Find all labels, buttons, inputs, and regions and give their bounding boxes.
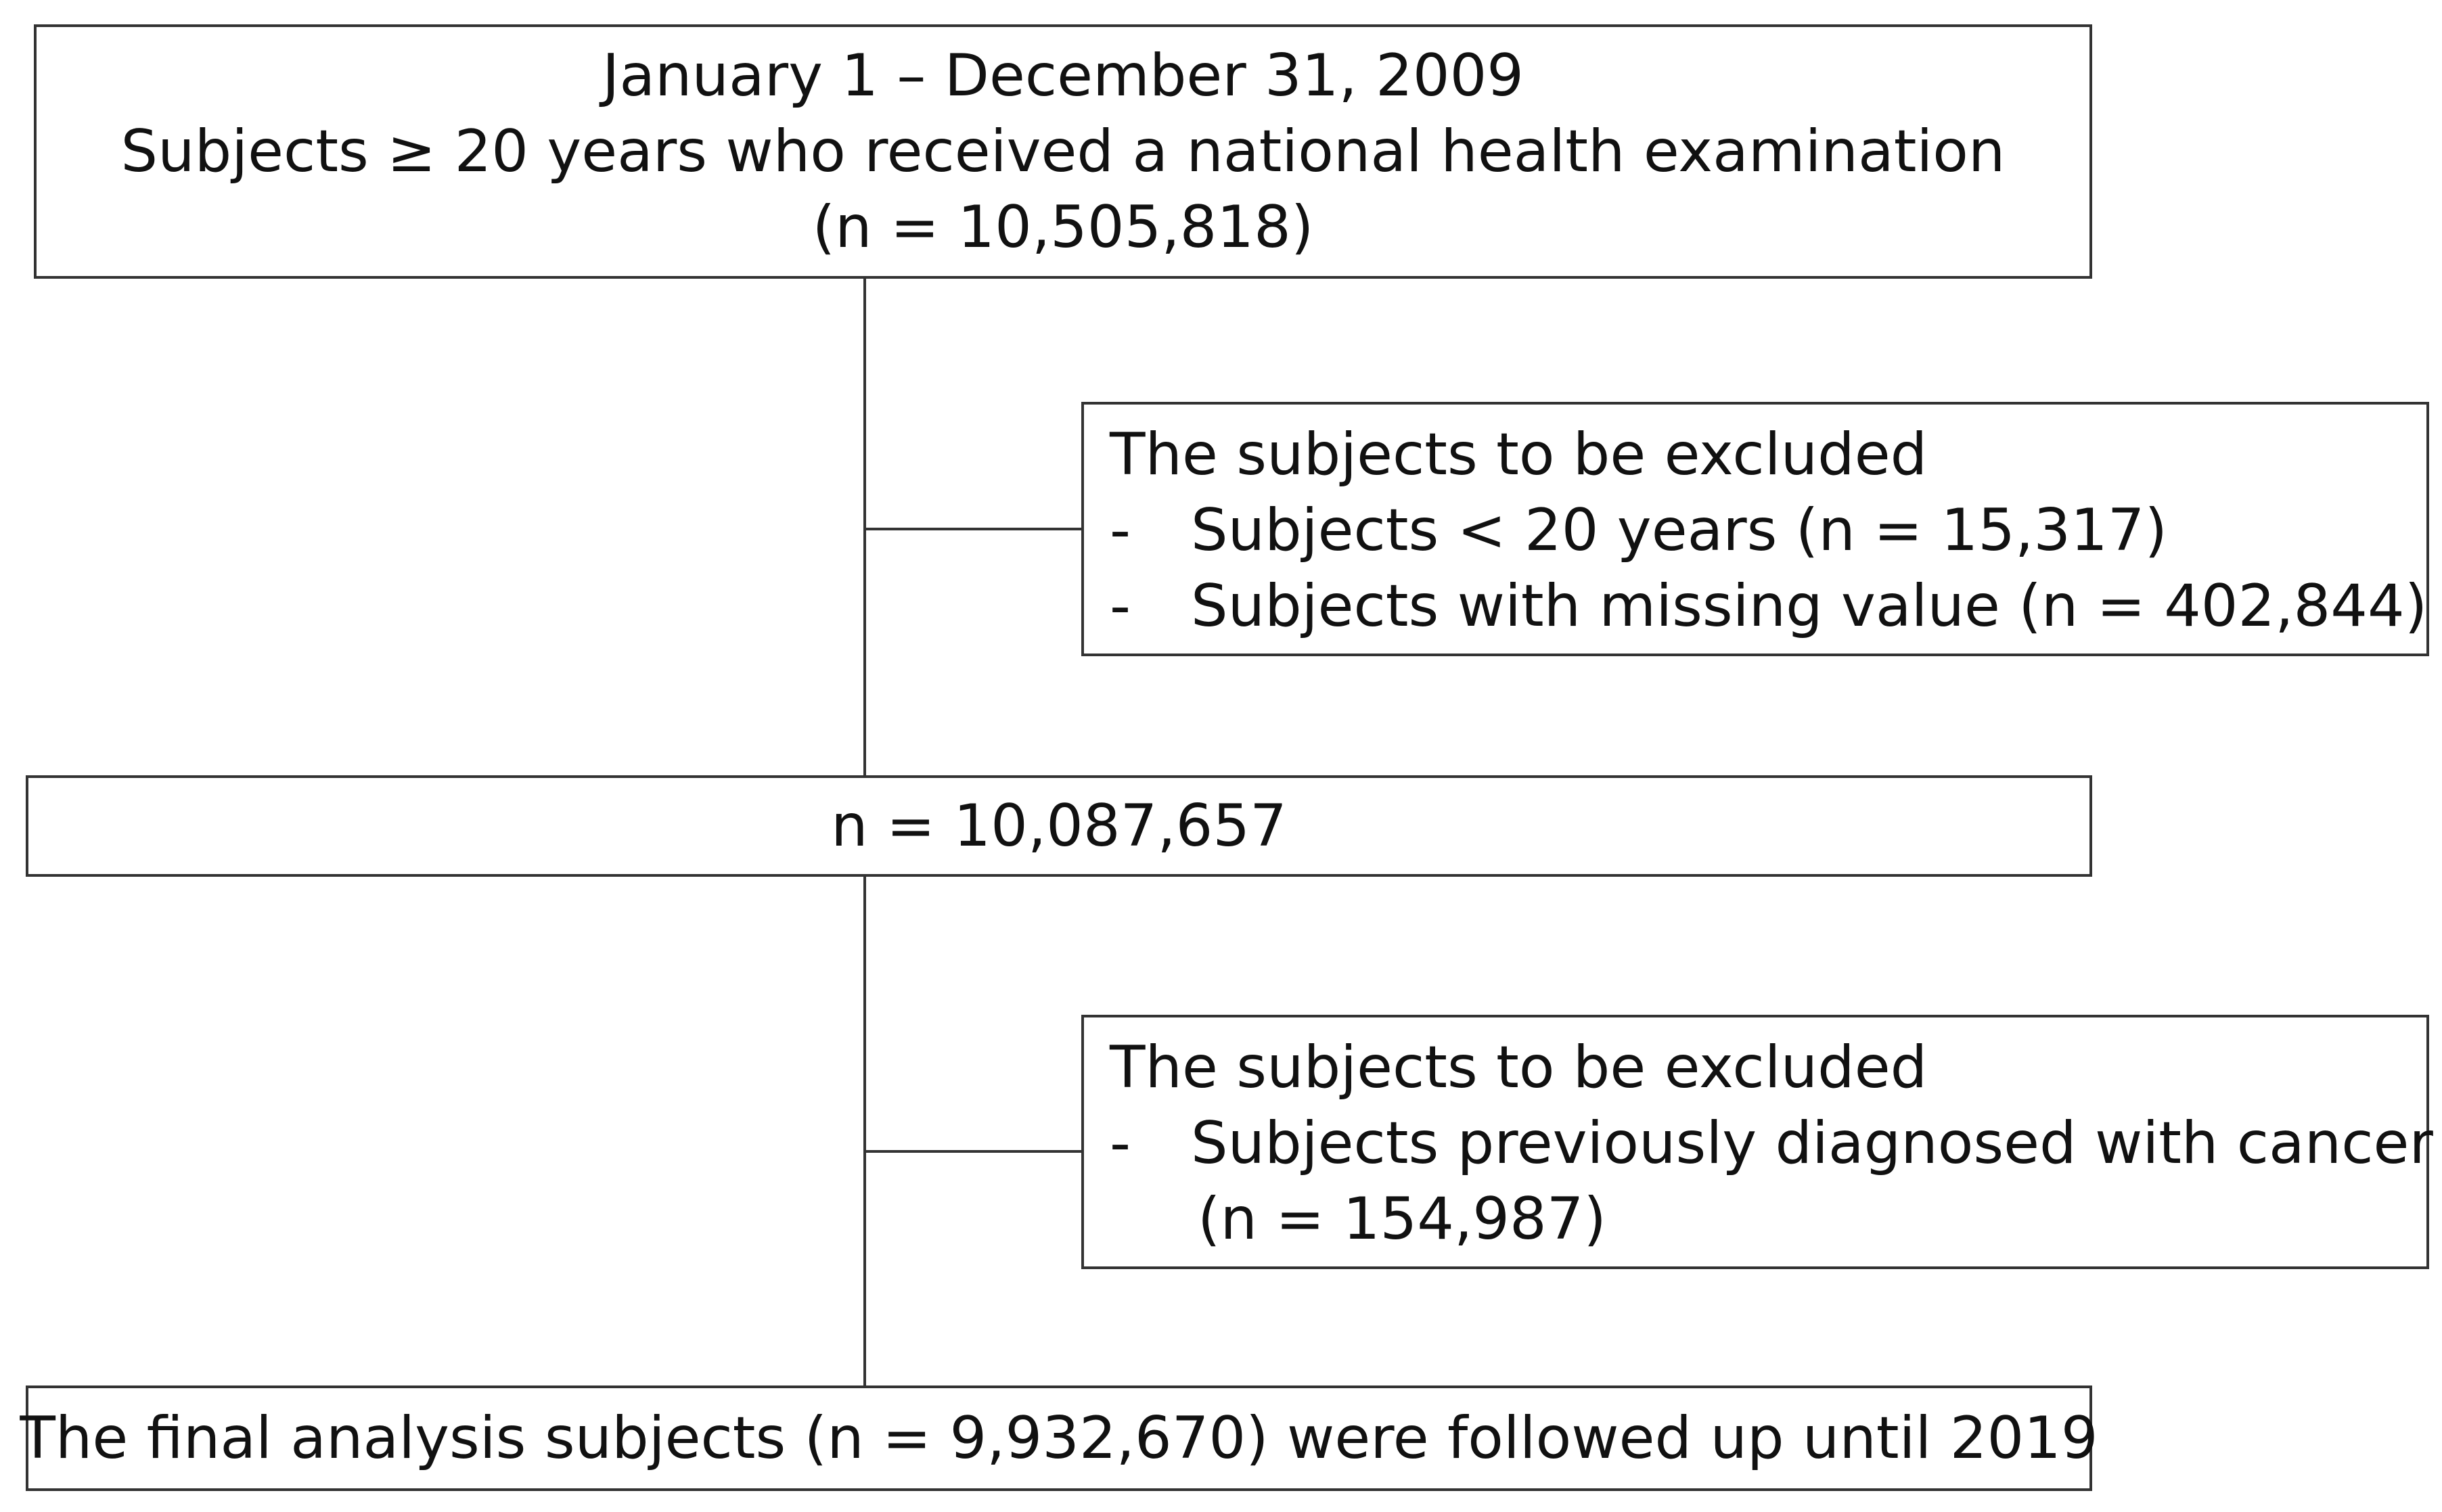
exclusion-2-item-text: Subjects previously diagnosed with cancer: [1191, 1109, 2433, 1177]
intermediate-cohort-count: n = 10,087,657: [831, 792, 1287, 860]
initial-cohort-period: January 1 – December 31, 2009: [602, 42, 1524, 110]
connector-bottom-vertical: [863, 875, 866, 1387]
connector-exclusion1-branch: [863, 528, 1083, 530]
exclusion-2-count: (n = 154,987): [1198, 1185, 1606, 1253]
bullet-dash: -: [1110, 497, 1131, 564]
exclusion-1-title: The subjects to be excluded: [1110, 421, 1928, 488]
connector-top-vertical: [863, 277, 866, 775]
initial-cohort-description: Subjects ≥ 20 years who received a national health examination: [120, 118, 2006, 185]
exclusion-1-item: [1110, 568, 2426, 644]
exclusion-2-item: [1110, 1105, 2433, 1181]
bullet-dash: -: [1110, 1109, 1131, 1177]
exclusion-2-title: The subjects to be excluded: [1110, 1034, 1928, 1101]
exclusion-1-item-text: Subjects with missing value (n = 402,844): [1191, 572, 2428, 640]
box-intermediate-cohort: [26, 775, 2092, 877]
initial-cohort-count: (n = 10,505,818): [812, 193, 1314, 261]
bullet-dash: -: [1110, 572, 1131, 640]
box-exclusion-1: [1081, 402, 2429, 656]
exclusion-1-item-text: Subjects < 20 years (n = 15,317): [1191, 497, 2168, 564]
box-exclusion-2: [1081, 1015, 2433, 1269]
connector-exclusion2-branch: [863, 1150, 1083, 1153]
final-cohort-text: The final analysis subjects (n = 9,932,670) were followed up until 2019: [20, 1404, 2098, 1472]
box-initial-cohort: [34, 24, 2092, 279]
box-final-cohort: [20, 1385, 2098, 1491]
exclusion-1-item: [1110, 492, 2426, 568]
